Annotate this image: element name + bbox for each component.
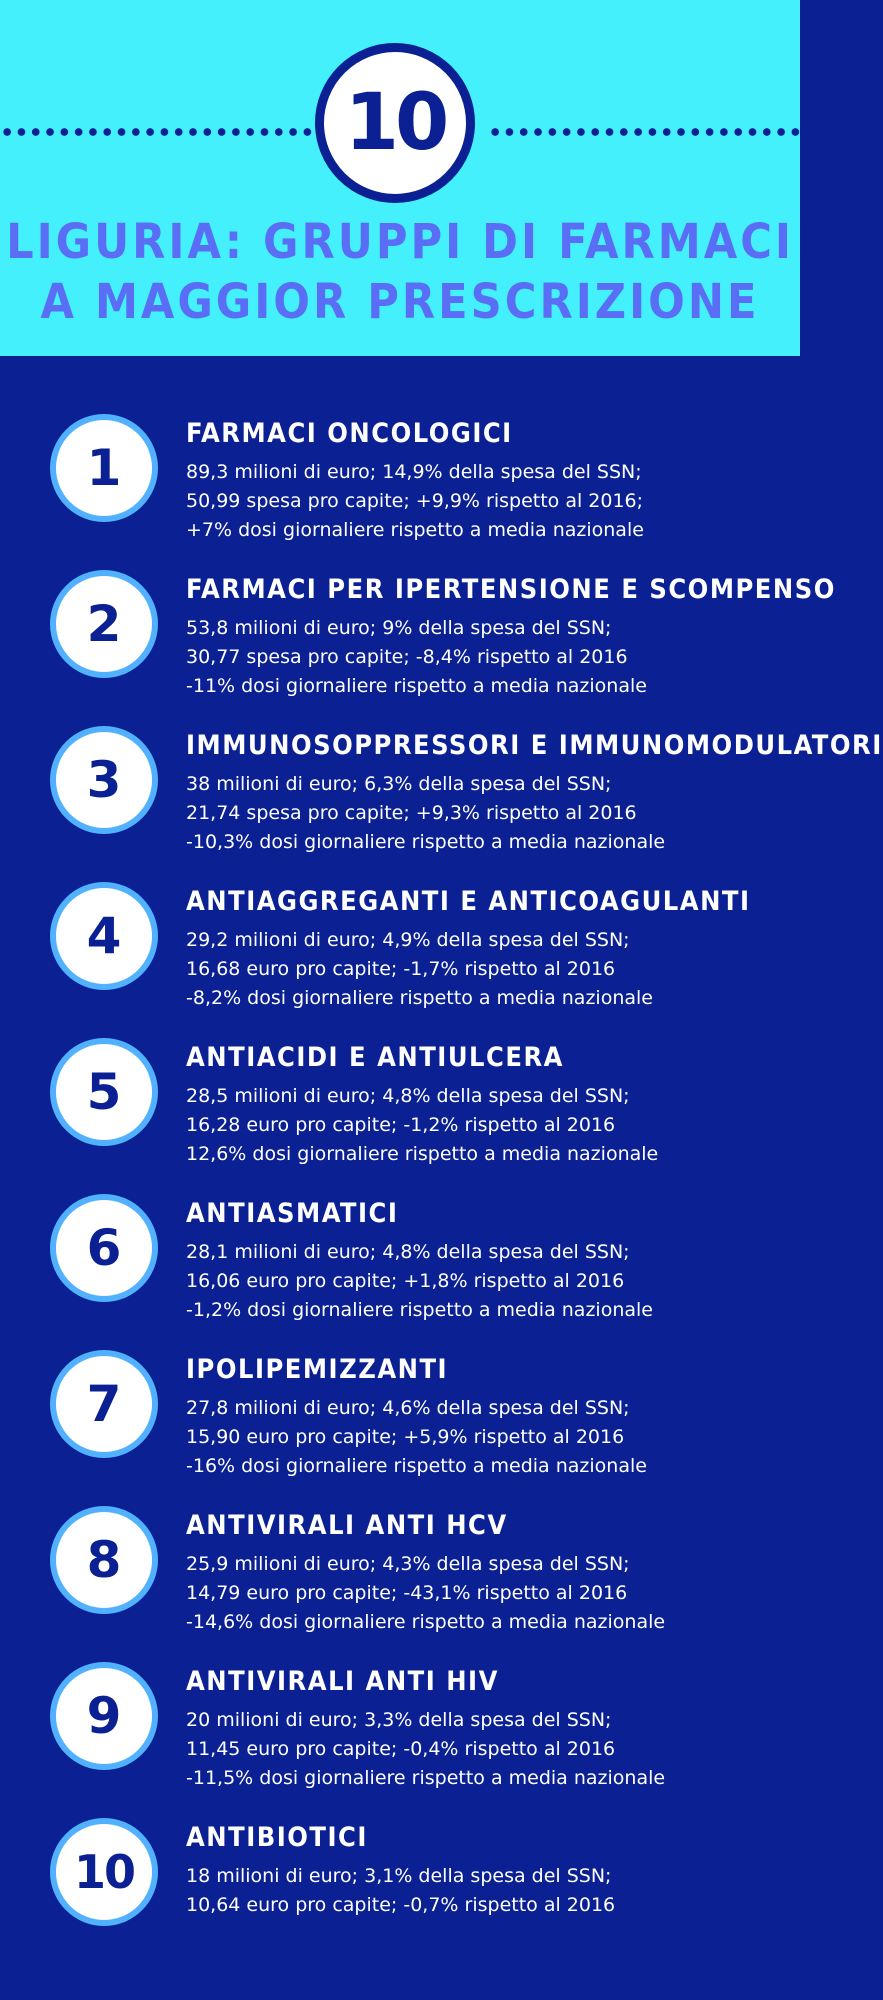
list-item: [0, 1194, 800, 1344]
list-item: [0, 414, 800, 564]
item-line: 14,79 euro pro capite; -43,1% rispetto al 2016: [186, 1582, 628, 1604]
header-banner: [0, 0, 800, 356]
rank-badge: 10: [50, 1818, 158, 1926]
item-line: 50,99 spesa pro capite; +9,9% rispetto al 2016;: [186, 490, 644, 512]
rank-badge: 8: [50, 1506, 158, 1614]
header-number-badge: 10: [315, 43, 475, 203]
item-line: -10,3% dosi giornaliere rispetto a media nazionale: [186, 831, 666, 853]
item-line: -1,2% dosi giornaliere rispetto a media nazionale: [186, 1299, 653, 1321]
dotted-line-right: [488, 128, 800, 136]
page-title-line-1: LIGURIA: GRUPPI DI FARMACI: [6, 214, 794, 270]
item-line: 12,6% dosi giornaliere rispetto a media nazionale: [186, 1143, 659, 1165]
item-title: ANTIACIDI E ANTIULCERA: [186, 1042, 564, 1073]
list-item: [0, 1506, 800, 1656]
item-line: 15,90 euro pro capite; +5,9% rispetto al 2016: [186, 1426, 625, 1448]
item-line: 21,74 spesa pro capite; +9,3% rispetto al 2016: [186, 802, 637, 824]
item-line: +7% dosi giornaliere rispetto a media nazionale: [186, 519, 644, 541]
item-line: -11% dosi giornaliere rispetto a media nazionale: [186, 675, 647, 697]
dotted-line-left: [0, 128, 312, 136]
item-title: ANTIVIRALI ANTI HCV: [186, 1510, 508, 1541]
item-line: 10,64 euro pro capite; -0,7% rispetto al 2016: [186, 1894, 616, 1916]
item-line: 28,1 milioni di euro; 4,8% della spesa del SSN;: [186, 1241, 630, 1263]
item-title: ANTIAGGREGANTI E ANTICOAGULANTI: [186, 886, 751, 917]
list-item: [0, 726, 883, 876]
item-line: 38 milioni di euro; 6,3% della spesa del SSN;: [186, 773, 612, 795]
list-item: [0, 1038, 800, 1188]
item-line: 11,45 euro pro capite; -0,4% rispetto al 2016: [186, 1738, 616, 1760]
rank-badge: 5: [50, 1038, 158, 1146]
item-line: 28,5 milioni di euro; 4,8% della spesa del SSN;: [186, 1085, 630, 1107]
rank-badge: 6: [50, 1194, 158, 1302]
item-line: 20 milioni di euro; 3,3% della spesa del SSN;: [186, 1709, 612, 1731]
list-item: [0, 1818, 800, 1968]
list-item: [0, 570, 836, 720]
item-line: 16,28 euro pro capite; -1,2% rispetto al 2016: [186, 1114, 616, 1136]
item-line: 30,77 spesa pro capite; -8,4% rispetto al 2016: [186, 646, 628, 668]
rank-badge: 1: [50, 414, 158, 522]
list-item: [0, 1662, 800, 1812]
item-title: ANTIBIOTICI: [186, 1822, 368, 1853]
rank-badge: 7: [50, 1350, 158, 1458]
rank-badge: 9: [50, 1662, 158, 1770]
item-line: 89,3 milioni di euro; 14,9% della spesa del SSN;: [186, 461, 642, 483]
rank-badge: 2: [50, 570, 158, 678]
item-line: 53,8 milioni di euro; 9% della spesa del SSN;: [186, 617, 612, 639]
item-title: IPOLIPEMIZZANTI: [186, 1354, 449, 1385]
item-title: FARMACI PER IPERTENSIONE E SCOMPENSO: [186, 574, 836, 605]
item-line: -8,2% dosi giornaliere rispetto a media nazionale: [186, 987, 653, 1009]
item-line: 16,68 euro pro capite; -1,7% rispetto al 2016: [186, 958, 616, 980]
rank-badge: 4: [50, 882, 158, 990]
item-line: -14,6% dosi giornaliere rispetto a media nazionale: [186, 1611, 666, 1633]
page-title: [0, 212, 800, 332]
item-line: 29,2 milioni di euro; 4,9% della spesa del SSN;: [186, 929, 630, 951]
item-title: ANTIVIRALI ANTI HIV: [186, 1666, 499, 1697]
list-item: [0, 1350, 800, 1500]
item-line: 27,8 milioni di euro; 4,6% della spesa del SSN;: [186, 1397, 630, 1419]
item-line: 16,06 euro pro capite; +1,8% rispetto al 2016: [186, 1270, 625, 1292]
rank-badge: 3: [50, 726, 158, 834]
item-line: -16% dosi giornaliere rispetto a media nazionale: [186, 1455, 647, 1477]
item-title: IMMUNOSOPPRESSORI E IMMUNOMODULATORI: [186, 730, 883, 761]
item-title: ANTIASMATICI: [186, 1198, 399, 1229]
item-title: FARMACI ONCOLOGICI: [186, 418, 513, 449]
item-line: 25,9 milioni di euro; 4,3% della spesa del SSN;: [186, 1553, 630, 1575]
list-item: [0, 882, 800, 1032]
page-title-line-2: A MAGGIOR PRESCRIZIONE: [40, 274, 760, 330]
item-line: 18 milioni di euro; 3,1% della spesa del SSN;: [186, 1865, 612, 1887]
item-line: -11,5% dosi giornaliere rispetto a media nazionale: [186, 1767, 666, 1789]
